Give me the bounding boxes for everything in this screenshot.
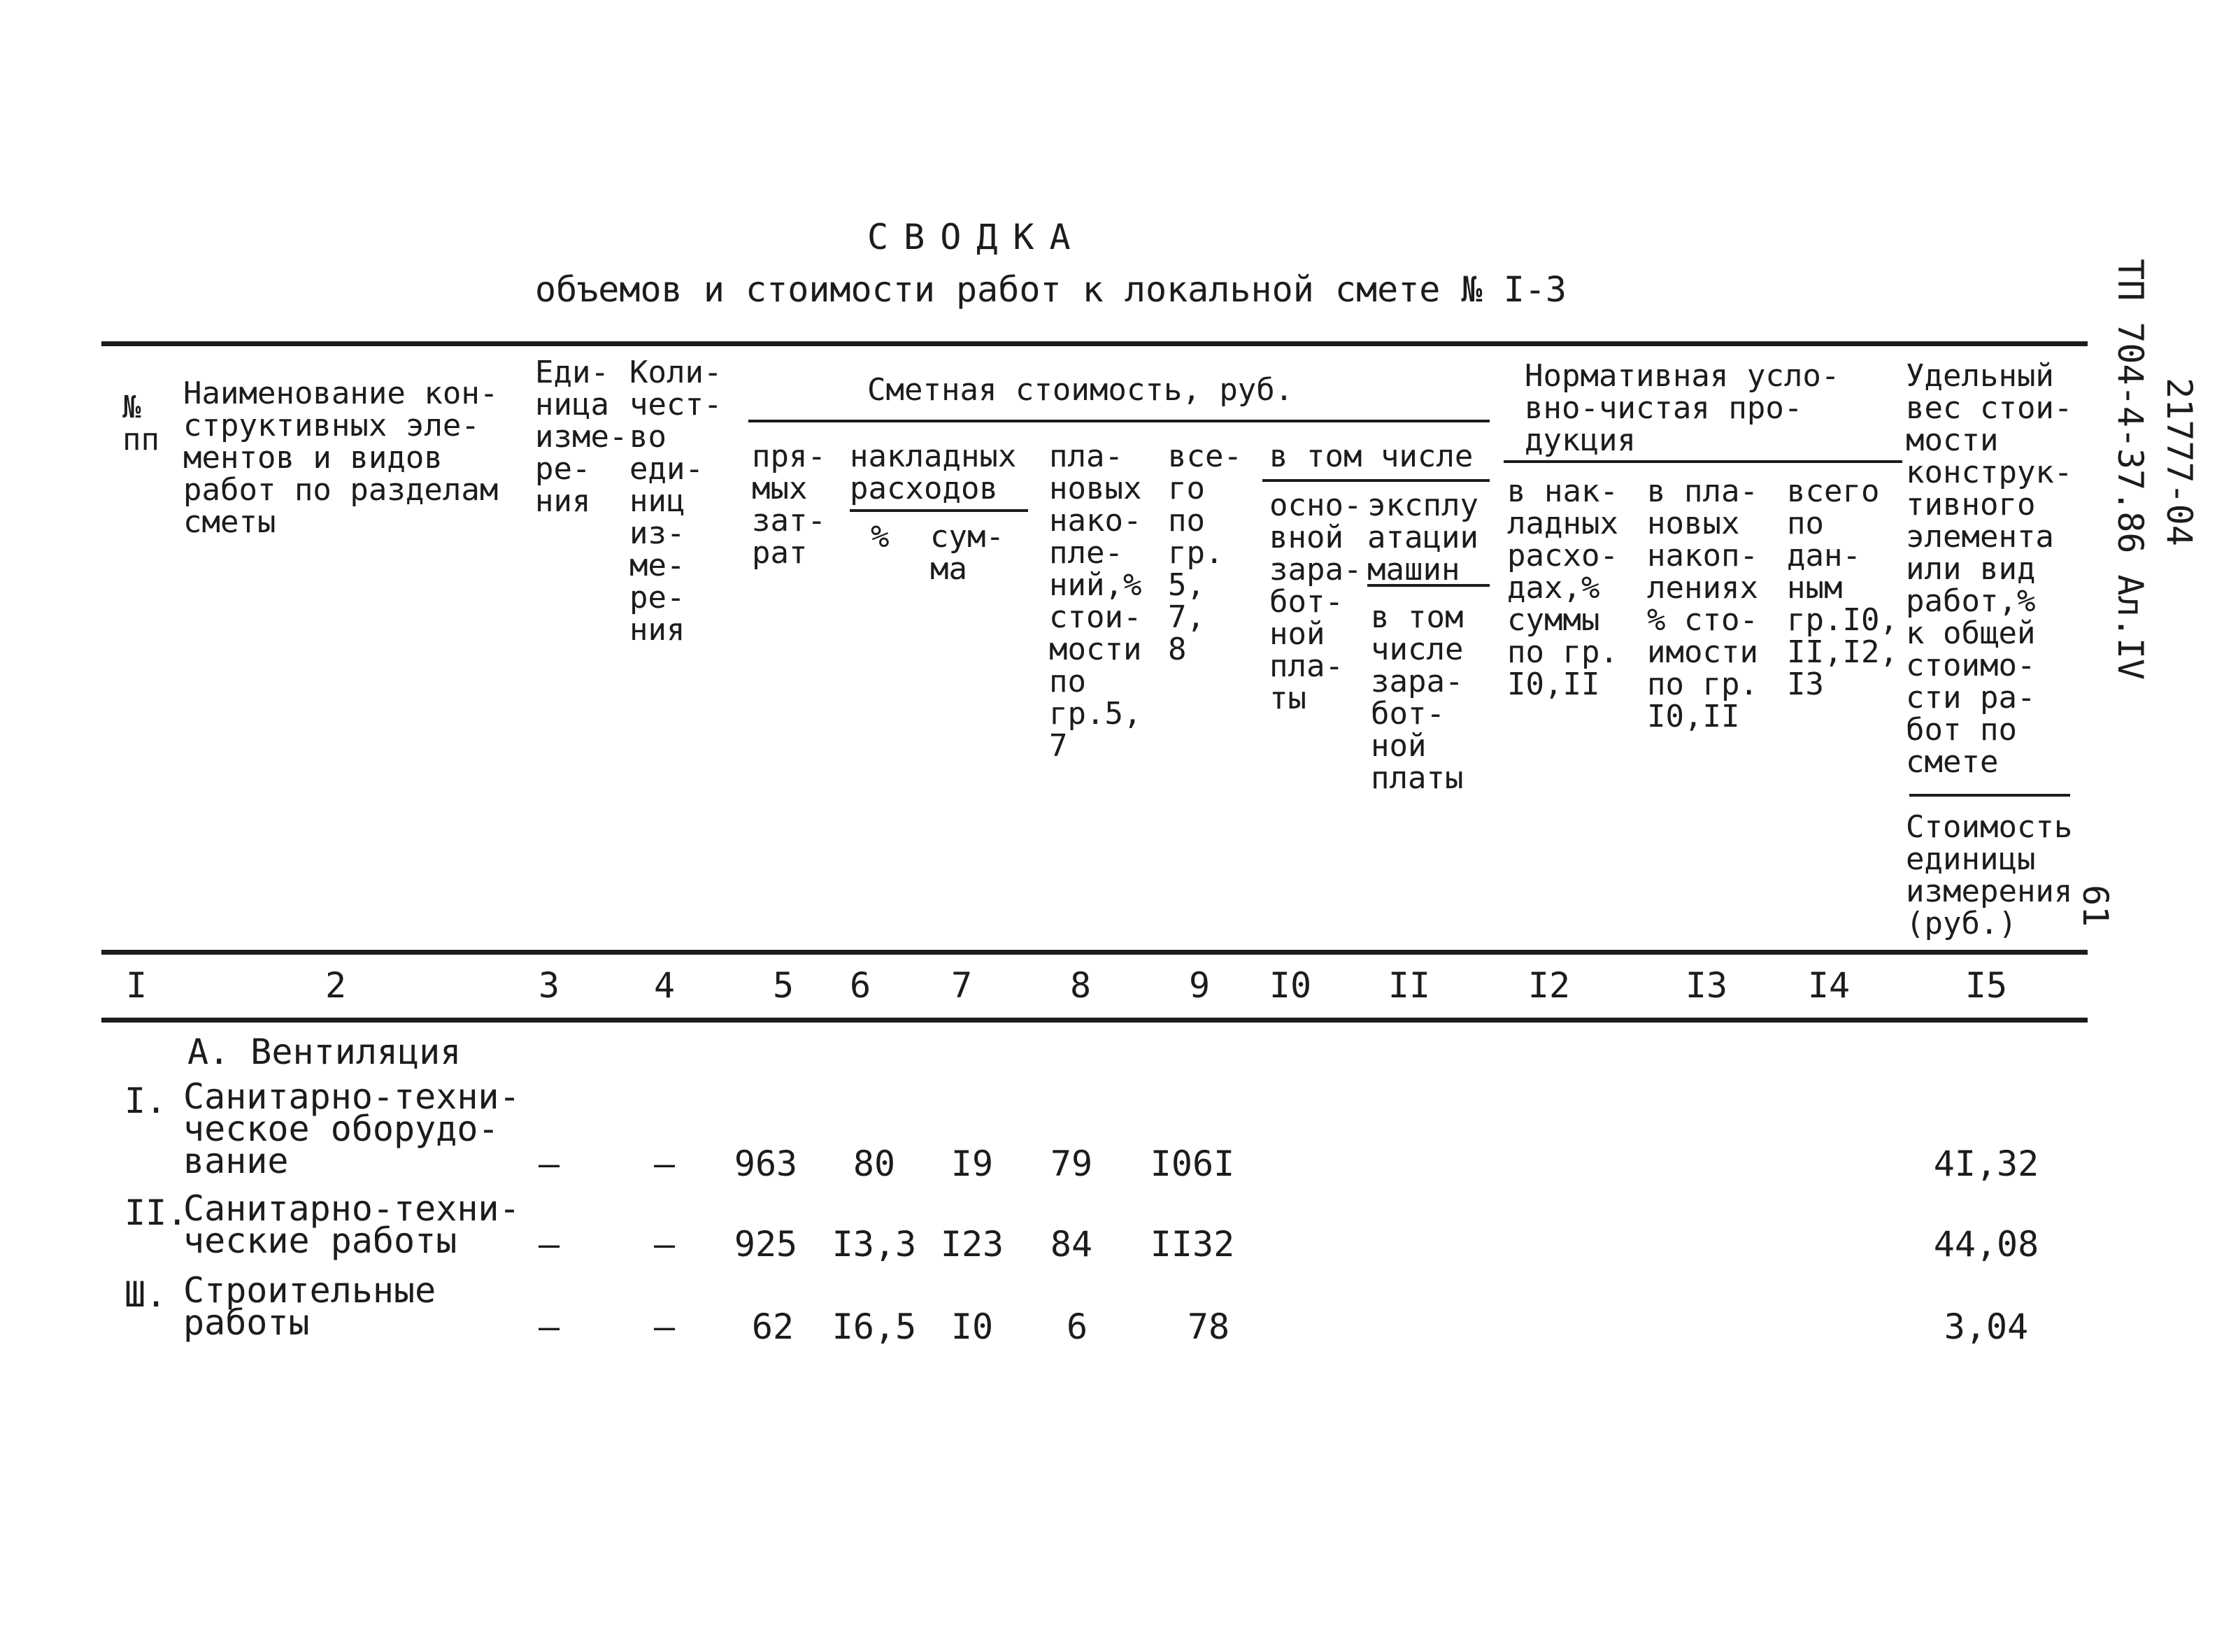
column-number: 2: [325, 965, 347, 1006]
header-machines: эксплу атации машин: [1367, 487, 1478, 588]
row-overhead-sum: I0: [950, 1306, 994, 1347]
row-share: 4I,32: [1933, 1144, 2039, 1184]
header-direct: пря- мых зат- рат: [752, 439, 826, 571]
row-unit: –: [538, 1306, 560, 1347]
row-number: I.: [124, 1081, 167, 1121]
header-share: Удельный вес стои- мости конструк- тивного элемента или вид работ,% к общей стоимо- сти ра- бот по смете: [1906, 358, 2073, 780]
column-number: 3: [538, 965, 560, 1006]
column-numbers-rule: [101, 1018, 2088, 1023]
row-qty: –: [653, 1224, 676, 1265]
row-qty: –: [653, 1144, 676, 1184]
header-net-overhead: в нак- ладных расхо- дах,% суммы по гр. I0,II: [1507, 473, 1618, 702]
column-number: 8: [1069, 965, 1092, 1006]
row-direct: 925: [734, 1224, 798, 1265]
incl-group-rule: [1262, 479, 1490, 482]
document-subtitle: объемов и стоимости работ к локальной смете № I-3: [535, 269, 1567, 310]
column-number: I0: [1269, 965, 1312, 1006]
row-number: Ш.: [124, 1274, 167, 1315]
row-direct: 963: [734, 1144, 798, 1184]
row-name: Строительные работы: [183, 1270, 436, 1343]
header-basic-wage: осно- вной зара- бот- ной пла- ты: [1269, 487, 1362, 716]
header-qty: Коли- чест- во еди- ниц из- ме- ре- ния: [629, 355, 722, 648]
header-unit-cost: Стоимость единицы измерения (руб.): [1906, 809, 2073, 941]
header-planned: пла- новых нако- пле- ний,% стои- мости по гр.5, 7: [1049, 439, 1142, 764]
header-overhead-pct: %: [871, 519, 890, 555]
row-share: 44,08: [1933, 1224, 2039, 1265]
column-number: I2: [1527, 965, 1571, 1006]
header-overhead-group: накладных расходов: [850, 439, 1017, 506]
header-net-total: всего по дан- ным гр.I0, II,I2, I3: [1787, 473, 1898, 702]
overhead-group-rule: [850, 509, 1028, 512]
row-unit: –: [538, 1224, 560, 1265]
row-total: 78: [1187, 1306, 1230, 1347]
row-direct: 62: [751, 1306, 794, 1347]
column-number: I3: [1685, 965, 1728, 1006]
side-inv-no: 21777-04: [2159, 378, 2200, 546]
document-title: СВОДКА: [867, 217, 1086, 257]
header-num: № пп: [122, 390, 159, 457]
table-top-rule: [101, 341, 2088, 346]
row-qty: –: [653, 1306, 676, 1347]
side-page-number: 61: [2075, 885, 2116, 927]
column-number: 5: [772, 965, 794, 1006]
column-number: I: [125, 965, 148, 1006]
column-number: 7: [950, 965, 973, 1006]
column-number: 4: [653, 965, 676, 1006]
net-group-rule: [1504, 460, 1902, 463]
row-overhead-sum: I23: [940, 1224, 1004, 1265]
cost-group-rule: [748, 420, 1490, 422]
column-number: 9: [1188, 965, 1211, 1006]
row-planned: 84: [1050, 1224, 1093, 1265]
header-total: все- го по гр. 5, 7, 8: [1168, 439, 1242, 667]
row-share: 3,04: [1944, 1306, 2029, 1347]
row-number: II.: [124, 1192, 188, 1233]
header-unit: Еди- ница изме- ре- ния: [535, 355, 628, 519]
section-title: А. Вентиляция: [187, 1032, 462, 1072]
row-overhead-pct: 80: [853, 1144, 896, 1184]
side-doc-code: ТП 704-4-37.86 Ал.IV: [2110, 259, 2151, 681]
row-overhead-pct: I3,3: [832, 1224, 917, 1265]
header-name: Наименование кон- структивных эле- ментов и видов работ по разделам сметы: [183, 376, 499, 540]
header-incl-group: в том числе: [1269, 439, 1474, 474]
column-number: I5: [1965, 965, 2008, 1006]
row-planned: 79: [1050, 1144, 1093, 1184]
row-overhead-pct: I6,5: [832, 1306, 917, 1347]
row-name: Санитарно-техни- ческое оборудо- вание: [183, 1076, 520, 1181]
column-number: I4: [1807, 965, 1851, 1006]
header-net-planned: в пла- новых накоп- лениях % сто- имости по гр. I0,II: [1647, 473, 1758, 734]
column-number: 6: [849, 965, 871, 1006]
header-bottom-rule: [101, 950, 2088, 955]
header-net-group: Нормативная усло- вно-чистая про- дукция: [1525, 358, 1840, 458]
row-unit: –: [538, 1144, 560, 1184]
header-overhead-sum: сум- ма: [930, 519, 1004, 587]
row-overhead-sum: I9: [950, 1144, 994, 1184]
header-cost-group: Сметная стоимость, руб.: [867, 372, 1294, 408]
row-total: II32: [1150, 1224, 1235, 1265]
share-unitcost-rule: [1909, 794, 2070, 797]
row-planned: 6: [1066, 1306, 1088, 1347]
header-machines-wage: в том числе зара- бот- ной платы: [1371, 599, 1464, 796]
row-name: Санитарно-техни- ческие работы: [183, 1188, 520, 1261]
row-total: I06I: [1150, 1144, 1235, 1184]
column-number: II: [1388, 965, 1431, 1006]
